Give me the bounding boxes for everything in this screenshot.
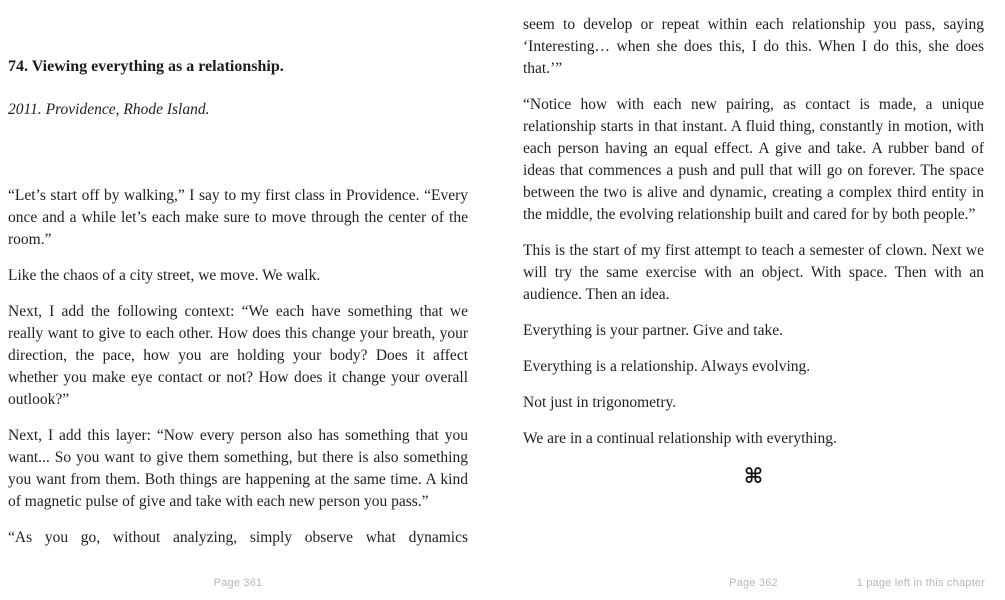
end-mark-row bbox=[523, 464, 984, 490]
chapter-progress: 1 page left in this chapter bbox=[856, 577, 985, 589]
command-end-mark-icon: ⌘ bbox=[743, 464, 764, 488]
paragraph: We are in a continual relationship with everything. bbox=[523, 430, 837, 447]
paragraph: This is the start of my first attempt to teach a semester of clown. Next we will try the same exercise with an object. With space. Then with an audience. Then an idea. bbox=[523, 242, 984, 303]
chapter-dateline: 2011. Providence, Rhode Island. bbox=[8, 101, 210, 118]
paragraph: Everything is a relationship. Always evolving. bbox=[523, 358, 811, 375]
paragraph: “Let’s start off by walking,” I say to my first class in Providence. “Every once and a while let’s each make sure to move through the center of the room.” bbox=[8, 187, 468, 248]
right-page[interactable] bbox=[523, 0, 984, 490]
paragraph: Not just in trigonometry. bbox=[523, 394, 677, 411]
paragraph: “Notice how with each new pairing, as contact is made, a unique relationship starts in that instant. A fluid thing, constantly in motion, with each person having an equal effect. A give and take. A rubber band of ideas that commences a push and pull that will go on forever. The space between the two is alive and dynamic, creating a complex third entity in the middle, the evolving relationship built and cared for by both people.” bbox=[523, 96, 984, 223]
page-number-right: Page 362 bbox=[729, 577, 778, 589]
page-number-left: Page 361 bbox=[213, 577, 263, 589]
paragraph: Everything is your partner. Give and take. bbox=[523, 322, 783, 339]
paragraph: Like the chaos of a city street, we move. We walk. bbox=[8, 267, 321, 284]
paragraph: Next, I add this layer: “Now every person also has something that you want... So you want to give them something, but there is also something you want from them. Both things are happening at the same time. A kind of magnetic pulse of give and take with each new person you pass.” bbox=[8, 427, 468, 510]
left-page[interactable] bbox=[8, 0, 468, 563]
paragraph: “As you go, without analyzing, simply observe what dynamics bbox=[8, 529, 468, 546]
paragraph: seem to develop or repeat within each relationship you pass, saying ‘Interesting… when she does this, I do this. When I do this, she does that.’” bbox=[523, 16, 984, 77]
chapter-heading: 74. Viewing everything as a relationship. bbox=[8, 58, 284, 75]
paragraph: Next, I add the following context: “We each have something that we really want to give to each other. How does this change your breath, your direction, the pace, how you are holding your body? Does it affect whether you make eye contact or not? How does it change your overall outlook?” bbox=[8, 303, 468, 408]
